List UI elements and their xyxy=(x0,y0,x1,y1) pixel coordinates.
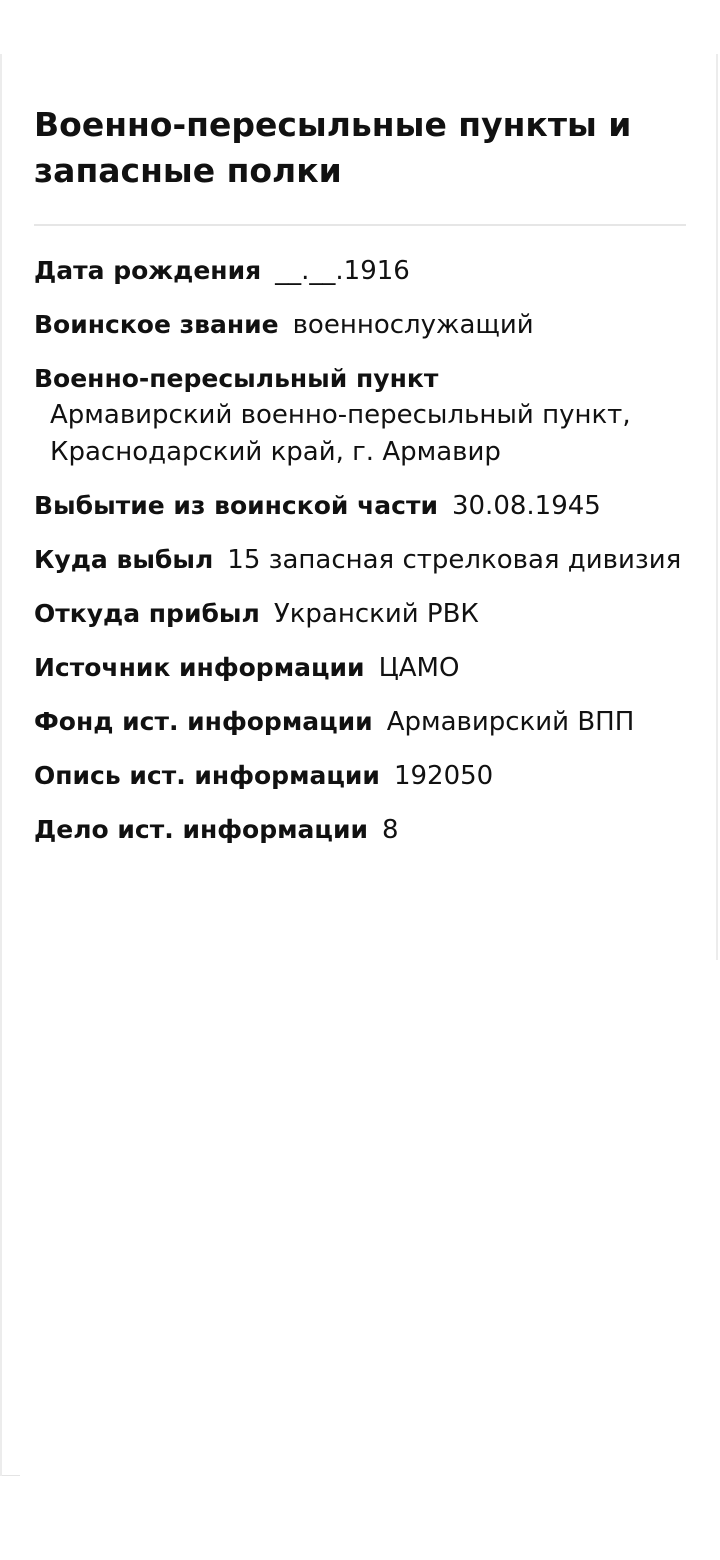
section-title: Военно-пересыльные пункты и запасные полки xyxy=(34,105,632,190)
field-value: 8 xyxy=(381,815,399,845)
field-label: Выбытие из воинской части xyxy=(34,491,438,520)
title-divider xyxy=(34,224,686,226)
field-value: 192050 xyxy=(393,761,494,791)
field-inventory xyxy=(34,757,694,795)
field-value: __.__.1916 xyxy=(275,256,410,286)
field-value: военнослужащий xyxy=(292,310,534,340)
field-birth-date xyxy=(34,252,694,290)
field-label: Военно-пересыльный пункт xyxy=(34,364,439,393)
field-military-rank xyxy=(34,306,694,344)
field-value: ЦАМО xyxy=(378,653,460,683)
record-fields xyxy=(34,252,694,865)
field-value: Армавирский военно-пересыльный пункт, Краснодарский край, г. Армавир xyxy=(50,400,631,467)
field-value: 15 запасная стрелковая дивизия xyxy=(227,545,682,575)
card-border-right xyxy=(716,54,718,960)
field-info-source xyxy=(34,649,694,687)
field-value: 30.08.1945 xyxy=(451,491,601,521)
field-label: Воинское звание xyxy=(34,310,279,339)
field-label: Опись ист. информации xyxy=(34,761,380,790)
field-label: Фонд ист. информации xyxy=(34,707,373,736)
field-value: Укранский РВК xyxy=(273,599,479,629)
record-card xyxy=(0,54,718,1476)
field-case xyxy=(34,811,694,849)
field-fond xyxy=(34,703,694,741)
field-destination xyxy=(34,541,694,579)
field-departure-date xyxy=(34,487,694,525)
field-label: Куда выбыл xyxy=(34,545,214,574)
field-value: Армавирский ВПП xyxy=(386,707,635,737)
card-border-bottom xyxy=(2,1475,20,1476)
field-label: Источник информации xyxy=(34,653,365,682)
field-transit-point xyxy=(34,360,694,471)
field-label: Дата рождения xyxy=(34,256,262,285)
field-label: Дело ист. информации xyxy=(34,815,368,844)
field-origin xyxy=(34,595,694,633)
field-label: Откуда прибыл xyxy=(34,599,260,628)
